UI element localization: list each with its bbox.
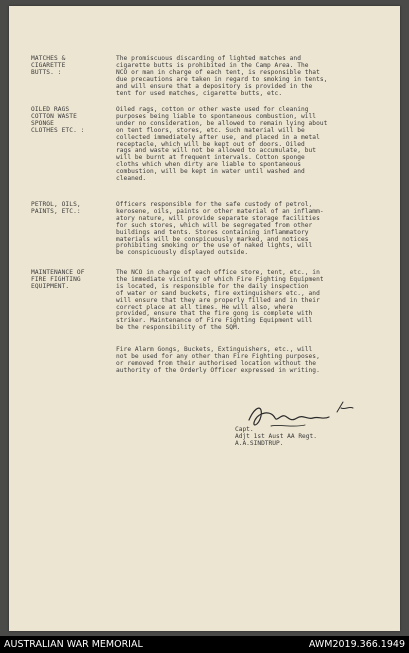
- section-body: Fire Alarm Gongs, Buckets, Extinguishers, etc., will not be used for any other than Fire Fighting purposes, or removed from their authorised location without the authority of the Orderly Officer expressed in writing.: [116, 346, 320, 374]
- archive-footer: [0, 636, 409, 653]
- section-body: The NCO in charge of each office store, tent, etc., in the immediate vicinity of which Fire Fighting Equipment is located, is responsible for the daily inspection of water or sand buckets, fire extinguishers etc., and will ensure that they are properly filled and in their correct place at all times. He will also, where provided, ensure that the fire gong is complete with striker. Maintenance of Fire Fighting Equipment will be the responsibility of the SQM.: [116, 269, 324, 332]
- signature-block: Capt. Adjt 1st Aust AA Regt. A.A.SINDTRUP.: [235, 426, 317, 448]
- document-page: [9, 6, 400, 631]
- section-heading: MATCHES & CIGARETTE BUTTS. :: [31, 55, 66, 76]
- section-body: The promiscuous discarding of lighted matches and cigarette butts is prohibited in the Camp Area. The NCO or man in charge of each tent, is responsible that due precautions are taken in regard to smoking in tents, and will ensure that a depository is provided in the tent for used matches, cigarette butts, etc.: [116, 55, 328, 97]
- section-heading: MAINTENANCE OF FIRE FIGHTING EQUIPMENT.: [31, 269, 85, 290]
- footer-institution: AUSTRALIAN WAR MEMORIAL: [4, 639, 143, 650]
- section-heading: OILED RAGS COTTON WASTE SPONGE CLOTHES ETC. :: [31, 106, 85, 134]
- section-body: Officers responsible for the safe custody of petrol, kerosene, oils, paints or other material of an inflamm- atory nature, will provide separate storage facilities for such stores, which will be segregated from other buildings and tents. Stores containing inflammatory materials will be conspicuously marked, and notices prohibiting smoking or the use of naked lights, will be conspicuously displayed outside.: [116, 201, 324, 257]
- footer-accession-number: AWM2019.366.1949: [308, 639, 405, 650]
- section-body: Oiled rags, cotton or other waste used for cleaning purposes being liable to spontaneous combustion, will under no consideration, be allowed to remain lying about on tent floors, stores, etc. Such material will be collected immediately after use, and placed in a metal receptacle, which will be kept out of doors. Oiled rags and waste will not be allowed to accumulate, but will be burnt at frequent intervals. Cotton sponge cloths which when dirty are liable to spontaneous combustion, will be kept in water until washed and cleaned.: [116, 106, 328, 183]
- section-heading: PETROL, OILS, PAINTS, ETC.:: [31, 201, 81, 215]
